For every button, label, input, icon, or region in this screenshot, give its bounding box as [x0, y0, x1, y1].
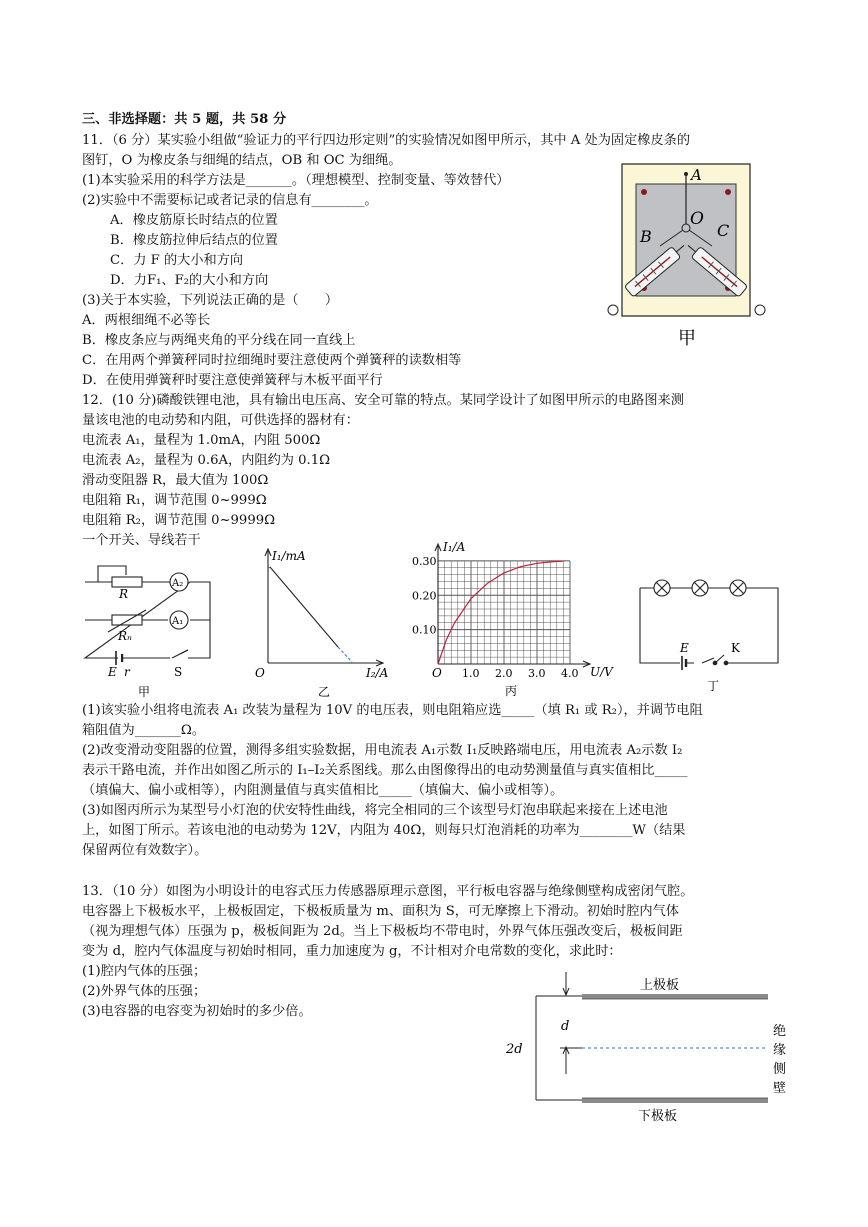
label-s: S	[174, 665, 183, 679]
q12-stem-line2: 量该电池的电动势和内阻，可供选择的器材有：	[82, 413, 359, 428]
equipment-r1: 电阻箱 R₁，调节范围 0~999Ω	[82, 493, 267, 508]
q12-part2-line1: (2)改变滑动变阻器的位置，测得多组实验数据，用电流表 A₁示数 I₁反映路端电压，用电流表 A₂示数 I₂	[82, 743, 683, 758]
x-tick-label: 2.0	[495, 667, 513, 680]
q12-circuit-ding	[628, 570, 788, 700]
label-c: C	[717, 221, 730, 240]
label-bottom-plate: 下极板	[638, 1109, 678, 1124]
q12-part1-line1: (1)该实验小组将电流表 A₁ 改装为量程为 10V 的电压表，则电阻箱应选_____（填 R₁ 或 R₂），并调节电阻	[82, 703, 703, 718]
q13-stem-line4: 变为 d，腔内气体温度与初始时相同，重力加速度为 g，不计相对介电常数的变化，求此时：	[82, 944, 622, 959]
extrapolation-line	[338, 647, 352, 662]
figure-caption-jia: 甲	[678, 328, 696, 349]
q13-part3: (3)电容器的电容变为初始时的多少倍。	[82, 1004, 312, 1019]
q12-part1-line2: 箱阻值为_______Ω。	[82, 723, 206, 738]
label-k: K	[731, 641, 740, 655]
q11-p3-option-b: B．橡皮条应与两绳夹角的平分线在同一直线上	[82, 333, 356, 348]
x-tick-label: 4.0	[561, 667, 579, 680]
chart-ylabel: I₁/A	[443, 540, 466, 554]
equipment-r: 滑动变阻器 R，最大值为 100Ω	[82, 473, 269, 488]
q11-p3-option-d: D．在使用弹簧秤时要注意使弹簧秤与木板平面平行	[82, 373, 383, 388]
origin-o: O	[255, 666, 265, 680]
label-e: E	[108, 665, 117, 679]
q11-p2-option-a: A．橡皮筋原长时结点的位置	[110, 213, 278, 228]
label-b: B	[640, 227, 652, 246]
iv-curve	[438, 561, 563, 664]
q12-part3-line1: (3)如图丙所示为某型号小灯泡的伏安特性曲线，将完全相同的三个该型号灯泡串联起来接在上述电池	[82, 803, 668, 818]
label-side-wall-3: 侧	[773, 1062, 787, 1077]
y-tick-label: 0.30	[412, 554, 437, 568]
q12-stem-line1: 12．(10 分)磷酸铁锂电池，具有输出电压高、安全可靠的特点。某同学设计了如图甲所示的电路图来测	[82, 393, 684, 408]
q12-part3-line3: 保留两位有效数字）。	[82, 843, 208, 858]
q11-figure-jia	[600, 162, 770, 350]
label-side-wall-2: 缘	[773, 1043, 787, 1058]
q11-p3-option-a: A．两根细绳不必等长	[82, 313, 211, 328]
q11-part2: (2)实验中不需要标记或者记录的信息有________。	[82, 193, 378, 208]
chart-grid	[438, 561, 570, 664]
figure-caption-bing: 丙	[505, 684, 518, 698]
ding-wires	[640, 588, 778, 663]
q13-part1: (1)腔内气体的压强；	[82, 964, 207, 979]
axis-label-i1: I₁/mA	[272, 549, 306, 563]
q11-p2-option-b: B．橡皮筋拉伸后结点的位置	[110, 233, 278, 248]
q11-part3: (3)关于本实验，下列说法正确的是（ ）	[82, 293, 339, 308]
q11-p2-option-c: C．力 F 的大小和方向	[110, 253, 244, 268]
label-a1: A₁	[172, 616, 184, 627]
i1-i2-line	[270, 567, 338, 647]
equipment-a1: 电流表 A₁，量程为 1.0mA，内阻 500Ω	[82, 433, 321, 448]
pin-icon	[641, 189, 647, 195]
q12-circuit-jia	[80, 560, 220, 700]
ring-icon	[608, 305, 618, 315]
bottom-plate	[582, 1098, 768, 1103]
x-tick-label: 3.0	[528, 667, 546, 680]
top-plate	[582, 994, 768, 999]
label-rn: Rₙ	[118, 629, 132, 643]
q12-part3-line2: 上，如图丁所示。若该电池的电动势为 12V，内阻为 40Ω，则每只灯泡消耗的功率为________W（结果	[82, 823, 686, 838]
equipment-switch: 一个开关、导线若干	[82, 533, 201, 548]
resistance-box-rn	[112, 615, 142, 625]
q12-part2-line2: 表示干路电流，并作出如图乙所示的 I₁–I₂关系图线。那么由图像得出的电动势测量值与真实值相比_____	[82, 763, 688, 778]
label-o: O	[690, 209, 704, 229]
ring-icon	[755, 305, 765, 315]
label-2d: 2d	[506, 1042, 523, 1057]
q13-stem-line2: 电容器上下极板水平，上极板固定，下极板质量为 m、面积为 S，可无摩擦上下滑动。初始时腔内气体	[82, 904, 679, 919]
q13-stem-line1: 13．（10 分）如图为小明设计的电容式压力传感器原理示意图，平行板电容器与绝缘侧壁构成密闭气腔。	[82, 884, 694, 899]
q12-part2-line3: （填偏大、偏小或相等），内阻测量值与真实值相比_____（填偏大、偏小或相等）。	[82, 783, 564, 798]
q12-chart-bing	[405, 540, 620, 700]
q11-stem-line2: 图钉，O 为橡皮条与细绳的结点，OB 和 OC 为细绳。	[82, 153, 402, 168]
figure-caption-jia: 甲	[138, 685, 151, 699]
q13-part2: (2)外界气体的压强；	[82, 984, 207, 999]
figure-caption-ding: 丁	[707, 679, 720, 693]
label-a: A	[691, 166, 702, 184]
switch-k-icon	[715, 655, 724, 663]
label-side-wall-1: 绝	[773, 1024, 787, 1039]
equipment-a2: 电流表 A₂，量程为 0.6A，内阻约为 0.1Ω	[82, 453, 331, 468]
y-tick-label: 0.10	[412, 623, 437, 637]
q12-graph-yi	[250, 545, 400, 700]
label-top-plate: 上极板	[640, 978, 680, 993]
label-r-internal: r	[124, 665, 130, 679]
y-tick-label: 0.20	[412, 589, 437, 603]
figure-caption-yi: 乙	[318, 685, 331, 699]
pin-icon	[725, 189, 731, 195]
label-side-wall-4: 壁	[773, 1081, 787, 1096]
label-r: R	[119, 587, 129, 601]
x-tick-label: 1.0	[462, 667, 480, 680]
chart-xlabel: U/V	[590, 665, 613, 679]
q13-capacitor-figure	[500, 968, 800, 1130]
label-d: d	[561, 1019, 570, 1034]
q11-p3-option-c: C．在用两个弹簧秤同时拉细绳时要注意使两个弹簧秤的读数相等	[82, 353, 462, 368]
pushpin-icon	[684, 172, 688, 176]
label-a2: A₂	[172, 578, 184, 589]
q13-stem-line3: （视为理想气体）压强为 p，极板间距为 2d。当上下极板均不带电时，外界气体压强改变后，极板间距	[82, 924, 683, 939]
rheostat-r	[112, 577, 142, 587]
q11-stem-line1: 11．（6 分）某实验小组做“验证力的平行四边形定则”的实验情况如图甲所示，其中 A 处为固定橡皮条的	[82, 133, 691, 148]
q11-p2-option-d: D．力F₁、F₂的大小和方向	[110, 273, 269, 288]
switch-k-icon	[724, 661, 728, 665]
equipment-r2: 电阻箱 R₂，调节范围 0~9999Ω	[82, 513, 276, 528]
q11-part1: (1)本实验采用的科学方法是_______。（理想模型、控制变量、等效替代）	[82, 173, 510, 188]
section-title: 三、非选择题：共 5 题，共 58 分	[82, 112, 287, 127]
axis-label-i2: I₂/A	[366, 666, 389, 680]
chart-origin: O	[432, 666, 442, 680]
label-e: E	[680, 641, 689, 655]
